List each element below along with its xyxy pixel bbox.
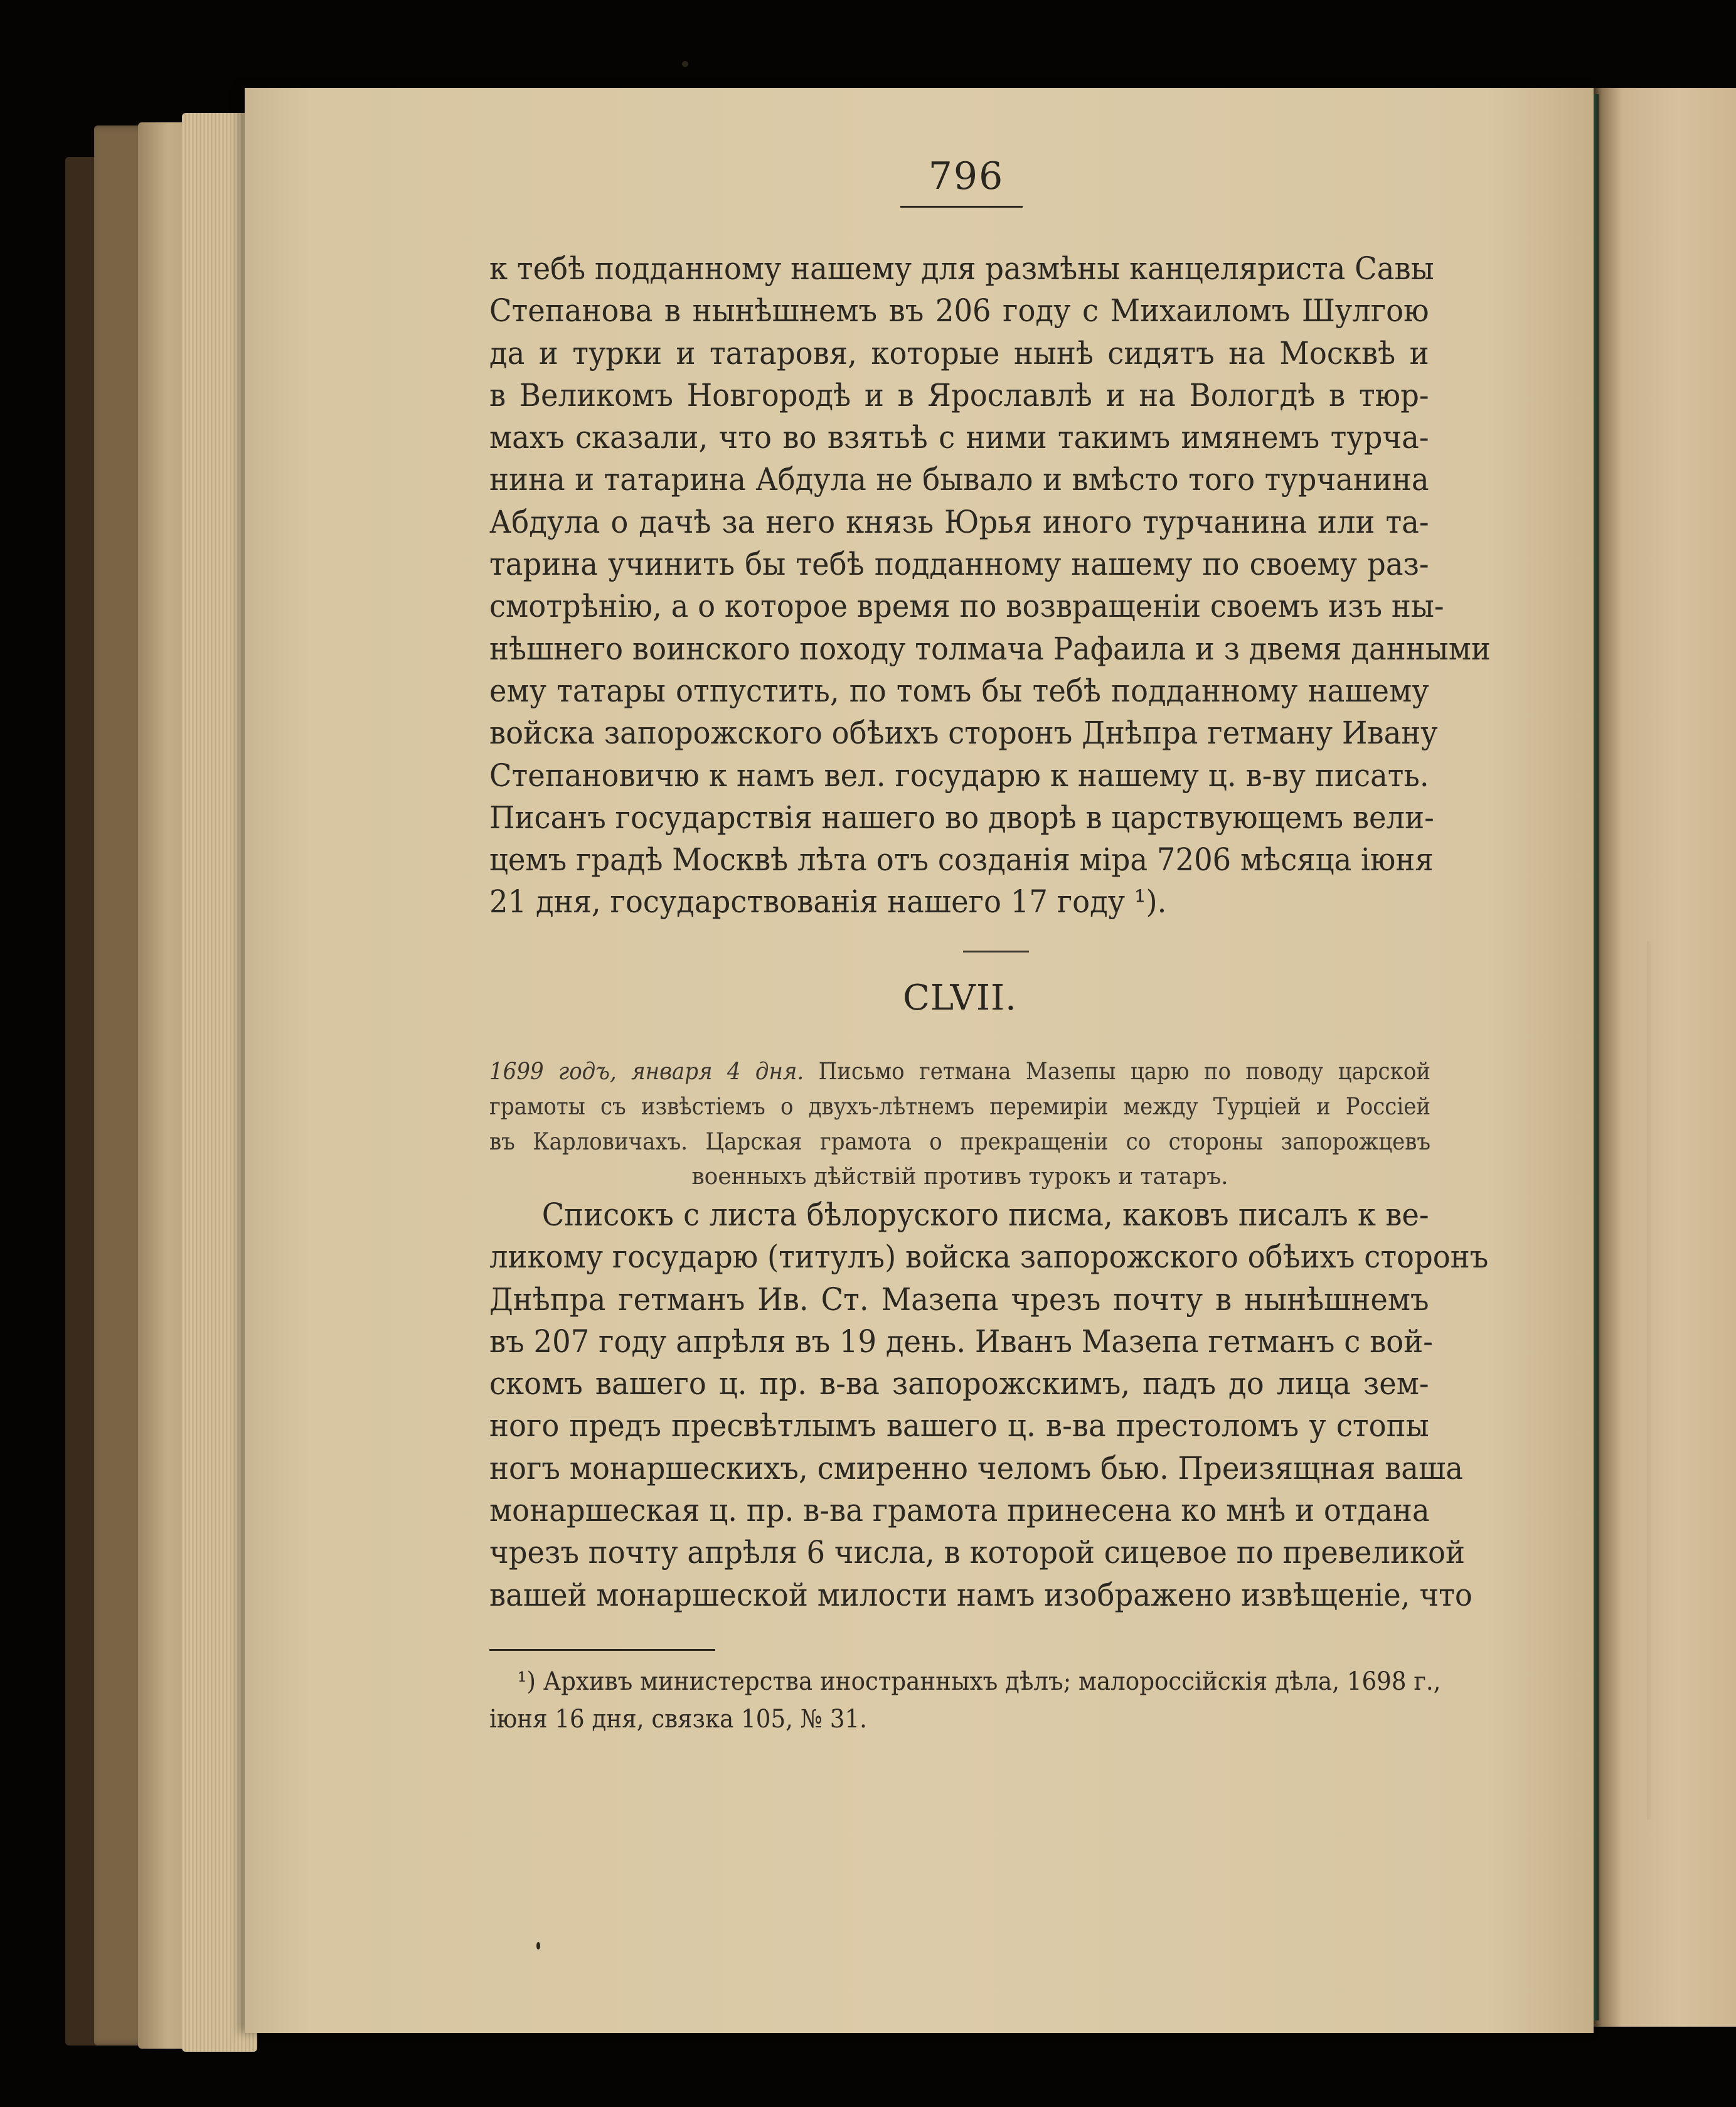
footnote [489, 1663, 1441, 1738]
text-line: въ 207 году апрѣля въ 19 день. Иванъ Мазепа гетманъ с вой- [489, 1323, 1433, 1360]
dust-speck [682, 61, 688, 67]
summary-date: 1699 годъ, января 4 дня. [489, 1058, 804, 1085]
text-block-2 [489, 1194, 1489, 1616]
footnote-line: ¹) Архивъ министерства иностранныхъ дѣлъ; малороссійскія дѣла, 1698 г., [517, 1667, 1441, 1696]
header-rule [900, 206, 1023, 208]
summary-line: военныхъ дѣйствій противъ турокъ и татаръ. [691, 1164, 1228, 1190]
text-line: в Великомъ Новгородѣ и в Ярославлѣ и на Вологдѣ в тюр- [489, 376, 1429, 413]
text-line: махъ сказали, что во взятьѣ с ними такимъ имянемъ турча- [489, 419, 1429, 456]
text-line: нѣшнего воинского походу толмача Рафаила и з двемя данными [489, 630, 1491, 667]
text-line: к тебѣ подданному нашему для размѣны канцеляриста Савы [489, 250, 1434, 287]
section-number: CLVII. [903, 978, 1017, 1018]
text-line: цемъ градѣ Москвѣ лѣта отъ созданія міра 7206 мѣсяца іюня [489, 841, 1434, 878]
text-line: скомъ вашего ц. пр. в-ва запорожскимъ, падъ до лица зем- [489, 1365, 1429, 1402]
text-line: Степановичю к намъ вел. государю к нашему ц. в-ву писать. [489, 757, 1429, 794]
text-line: тарина учинить бы тебѣ подданному нашему по своему раз- [489, 546, 1429, 583]
text-line: Абдула о дачѣ за него князь Юрья иного турчанина или та- [489, 503, 1429, 540]
facing-page-edge [1594, 88, 1736, 2027]
text-block-1 [489, 248, 1491, 924]
summary-line [489, 1054, 1430, 1089]
text-line: 21 дня, государствованія нашего 17 году ¹). [489, 883, 1167, 920]
section-separator [963, 951, 1029, 952]
text-line: вашей монаршеской милости намъ изображено извѣщеніе, что [489, 1576, 1472, 1613]
text-line: чрезъ почту апрѣля 6 числа, в которой сицевое по превеликой [489, 1534, 1466, 1571]
text-line: монаршеская ц. пр. в-ва грамота принесена ко мнѣ и отдана [489, 1492, 1430, 1529]
text-line: Списокъ с листа бѣлоруского писма, каковъ писалъ к ве- [541, 1197, 1429, 1233]
document-summary [489, 1054, 1430, 1195]
page-number: 796 [928, 154, 1004, 198]
summary-line: грамоты съ извѣстіемъ о двухъ-лѣтнемъ перемиріи между Турціей и Россіей [489, 1093, 1431, 1120]
summary-line: въ Карловичахъ. Царская грамота о прекращеніи со стороны запорожцевъ [489, 1128, 1431, 1155]
show-through [1647, 941, 1653, 1820]
text-line: да и турки и татаровя, которые нынѣ сидятъ на Москвѣ и [489, 334, 1429, 371]
text-line: Днѣпра гетманъ Ив. Ст. Мазепа чрезъ почту в нынѣшнемъ [489, 1281, 1429, 1318]
dust-speck [536, 1942, 540, 1950]
footnote-line: іюня 16 дня, связка 105, № 31. [489, 1705, 867, 1734]
text-line: ликому государю (титулъ) войска запорожского обѣихъ сторонъ [489, 1239, 1489, 1276]
text-line: Степанова в нынѣшнемъ въ 206 году с Михаиломъ Шулгою [489, 292, 1429, 329]
text-line: ногъ монаршескихъ, смиренно челомъ бью. Преизящная ваша [489, 1449, 1463, 1486]
summary-text: Письмо гетмана Мазепы царю по поводу царской [818, 1058, 1431, 1085]
text-line: ему татары отпустить, по томъ бы тебѣ подданному нашему [489, 672, 1429, 709]
text-line: Писанъ государствія нашего во дворѣ в царствующемъ вели- [489, 799, 1434, 836]
text-line: нина и татарина Абдула не бывало и вмѣсто того турчанина [489, 461, 1429, 498]
text-line: войска запорожского обѣихъ сторонъ Днѣпра гетману Ивану [489, 715, 1438, 752]
text-line: смотрѣнію, а о которое время по возвращеніи своемъ изъ ны- [489, 588, 1444, 625]
footnote-rule [489, 1649, 715, 1651]
text-line: ного предъ пресвѣтлымъ вашего ц. в-ва престоломъ у стопы [489, 1407, 1429, 1444]
